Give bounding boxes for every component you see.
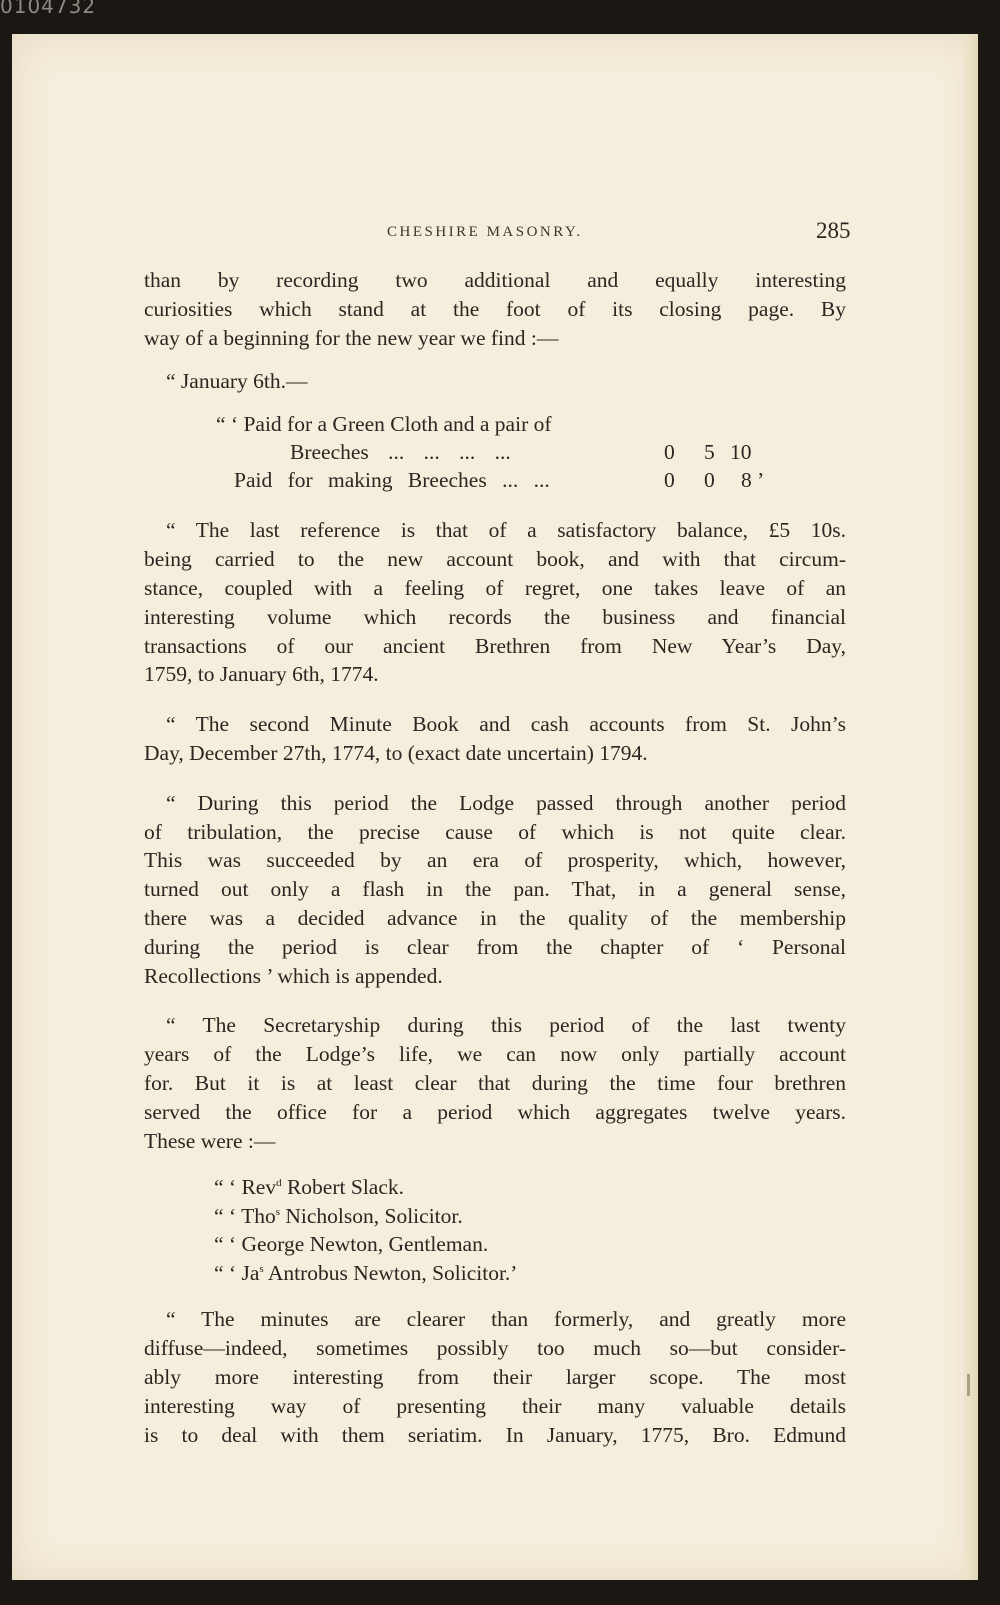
text-line: interesting volume which records the business and financial [144, 604, 846, 629]
account-item-line: Breeches ... ... ... ... [290, 440, 511, 465]
text-line: served the office for a period which aggregates twelve years. [144, 1099, 846, 1124]
amount-pence: 10 [730, 440, 752, 465]
book-page [12, 34, 978, 1580]
text-line: Recollections ’ which is appended. [144, 963, 443, 988]
text-line: during the period is clear from the chapter of ‘ Personal [144, 934, 846, 959]
text-line: is to deal with them seriatim. In January, 1775, Bro. Edmund [144, 1422, 846, 1447]
text-line: curiosities which stand at the foot of its closing page. By [144, 296, 846, 321]
page-number: 285 [816, 218, 851, 243]
text-line: transactions of our ancient Brethren from New Year’s Day, [144, 633, 846, 658]
body-text [144, 266, 846, 1449]
text-line: ably more interesting from their larger scope. The most [144, 1364, 846, 1389]
text-line: “ The second Minute Book and cash accounts from St. John’s [166, 712, 846, 737]
text-line: of tribulation, the precise cause of which is not quite clear. [144, 819, 846, 844]
secretaries-list [144, 1173, 846, 1287]
text-line: way of a beginning for the new year we find :— [144, 325, 559, 350]
account-item-line: “ ‘ Paid for a Green Cloth and a pair of [216, 412, 552, 437]
scan-identifier: 0104732 [0, 0, 97, 18]
list-item: “ ‘ Ja$^s$ Antrobus Newton, Solicitor.’ [214, 1260, 518, 1285]
text-line: there was a decided advance in the quality of the membership [144, 905, 846, 930]
text-line: than by recording two additional and equally interesting [144, 268, 846, 292]
text-line: This was succeeded by an era of prosperity, which, however, [144, 848, 846, 873]
text-line: interesting way of presenting their many valuable details [144, 1393, 846, 1418]
text-line: 1759, to January 6th, 1774. [144, 662, 379, 687]
paragraph-tribulation [144, 789, 846, 991]
text-line: years of the Lodge’s life, we can now only partially account [144, 1042, 846, 1067]
text-line: stance, coupled with a feeling of regret, one takes leave of an [144, 575, 846, 600]
page-header [12, 218, 978, 254]
amount-pence: 8 ’ [741, 468, 765, 493]
amount-pounds: 0 [664, 440, 675, 465]
account-item-line: Paid for making Breeches ... ... [234, 468, 550, 493]
paragraph-balance [144, 516, 846, 689]
paragraph-secretaryship [144, 1011, 846, 1155]
text-line: “ The last reference is that of a satisfactory balance, £5 10s. [166, 518, 846, 543]
text-line: These were :— [144, 1128, 276, 1153]
text-line: for. But it is at least clear that during the time four brethren [144, 1070, 846, 1095]
list-item: “ ‘ Rev$^d$ Robert Slack. [214, 1175, 405, 1200]
text-line: “ The minutes are clearer than formerly, and greatly more [166, 1307, 846, 1332]
text-line: “ During this period the Lodge passed through another period [166, 790, 846, 815]
paragraph-minutes [144, 1305, 846, 1449]
paragraph-intro [144, 266, 846, 352]
amount-shillings: 0 [704, 468, 715, 493]
list-item: “ ‘ Tho$^s$ Nicholson, Solicitor. [214, 1203, 463, 1228]
text-line: diffuse—indeed, sometimes possibly too much so—but consider- [144, 1336, 846, 1361]
text-line: being carried to the new account book, and with that circum- [144, 547, 846, 572]
amount-pounds: 0 [664, 468, 675, 493]
margin-mark [967, 1374, 970, 1396]
text-line: turned out only a flash in the pan. That, in a general sense, [144, 877, 846, 902]
paragraph-second-minute-book [144, 710, 846, 768]
list-item: “ ‘ George Newton, Gentleman. [214, 1232, 489, 1257]
accounts-entry [144, 410, 846, 498]
running-title: CHESHIRE MASONRY. [387, 224, 583, 240]
page-edge-shadow [964, 34, 978, 1580]
text-line: Day, December 27th, 1774, to (exact date uncertain) 1794. [144, 740, 648, 765]
text-line: “ The Secretaryship during this period of the last twenty [166, 1013, 846, 1038]
amount-shillings: 5 [704, 440, 715, 465]
date-heading: “ January 6th.— [166, 369, 308, 394]
